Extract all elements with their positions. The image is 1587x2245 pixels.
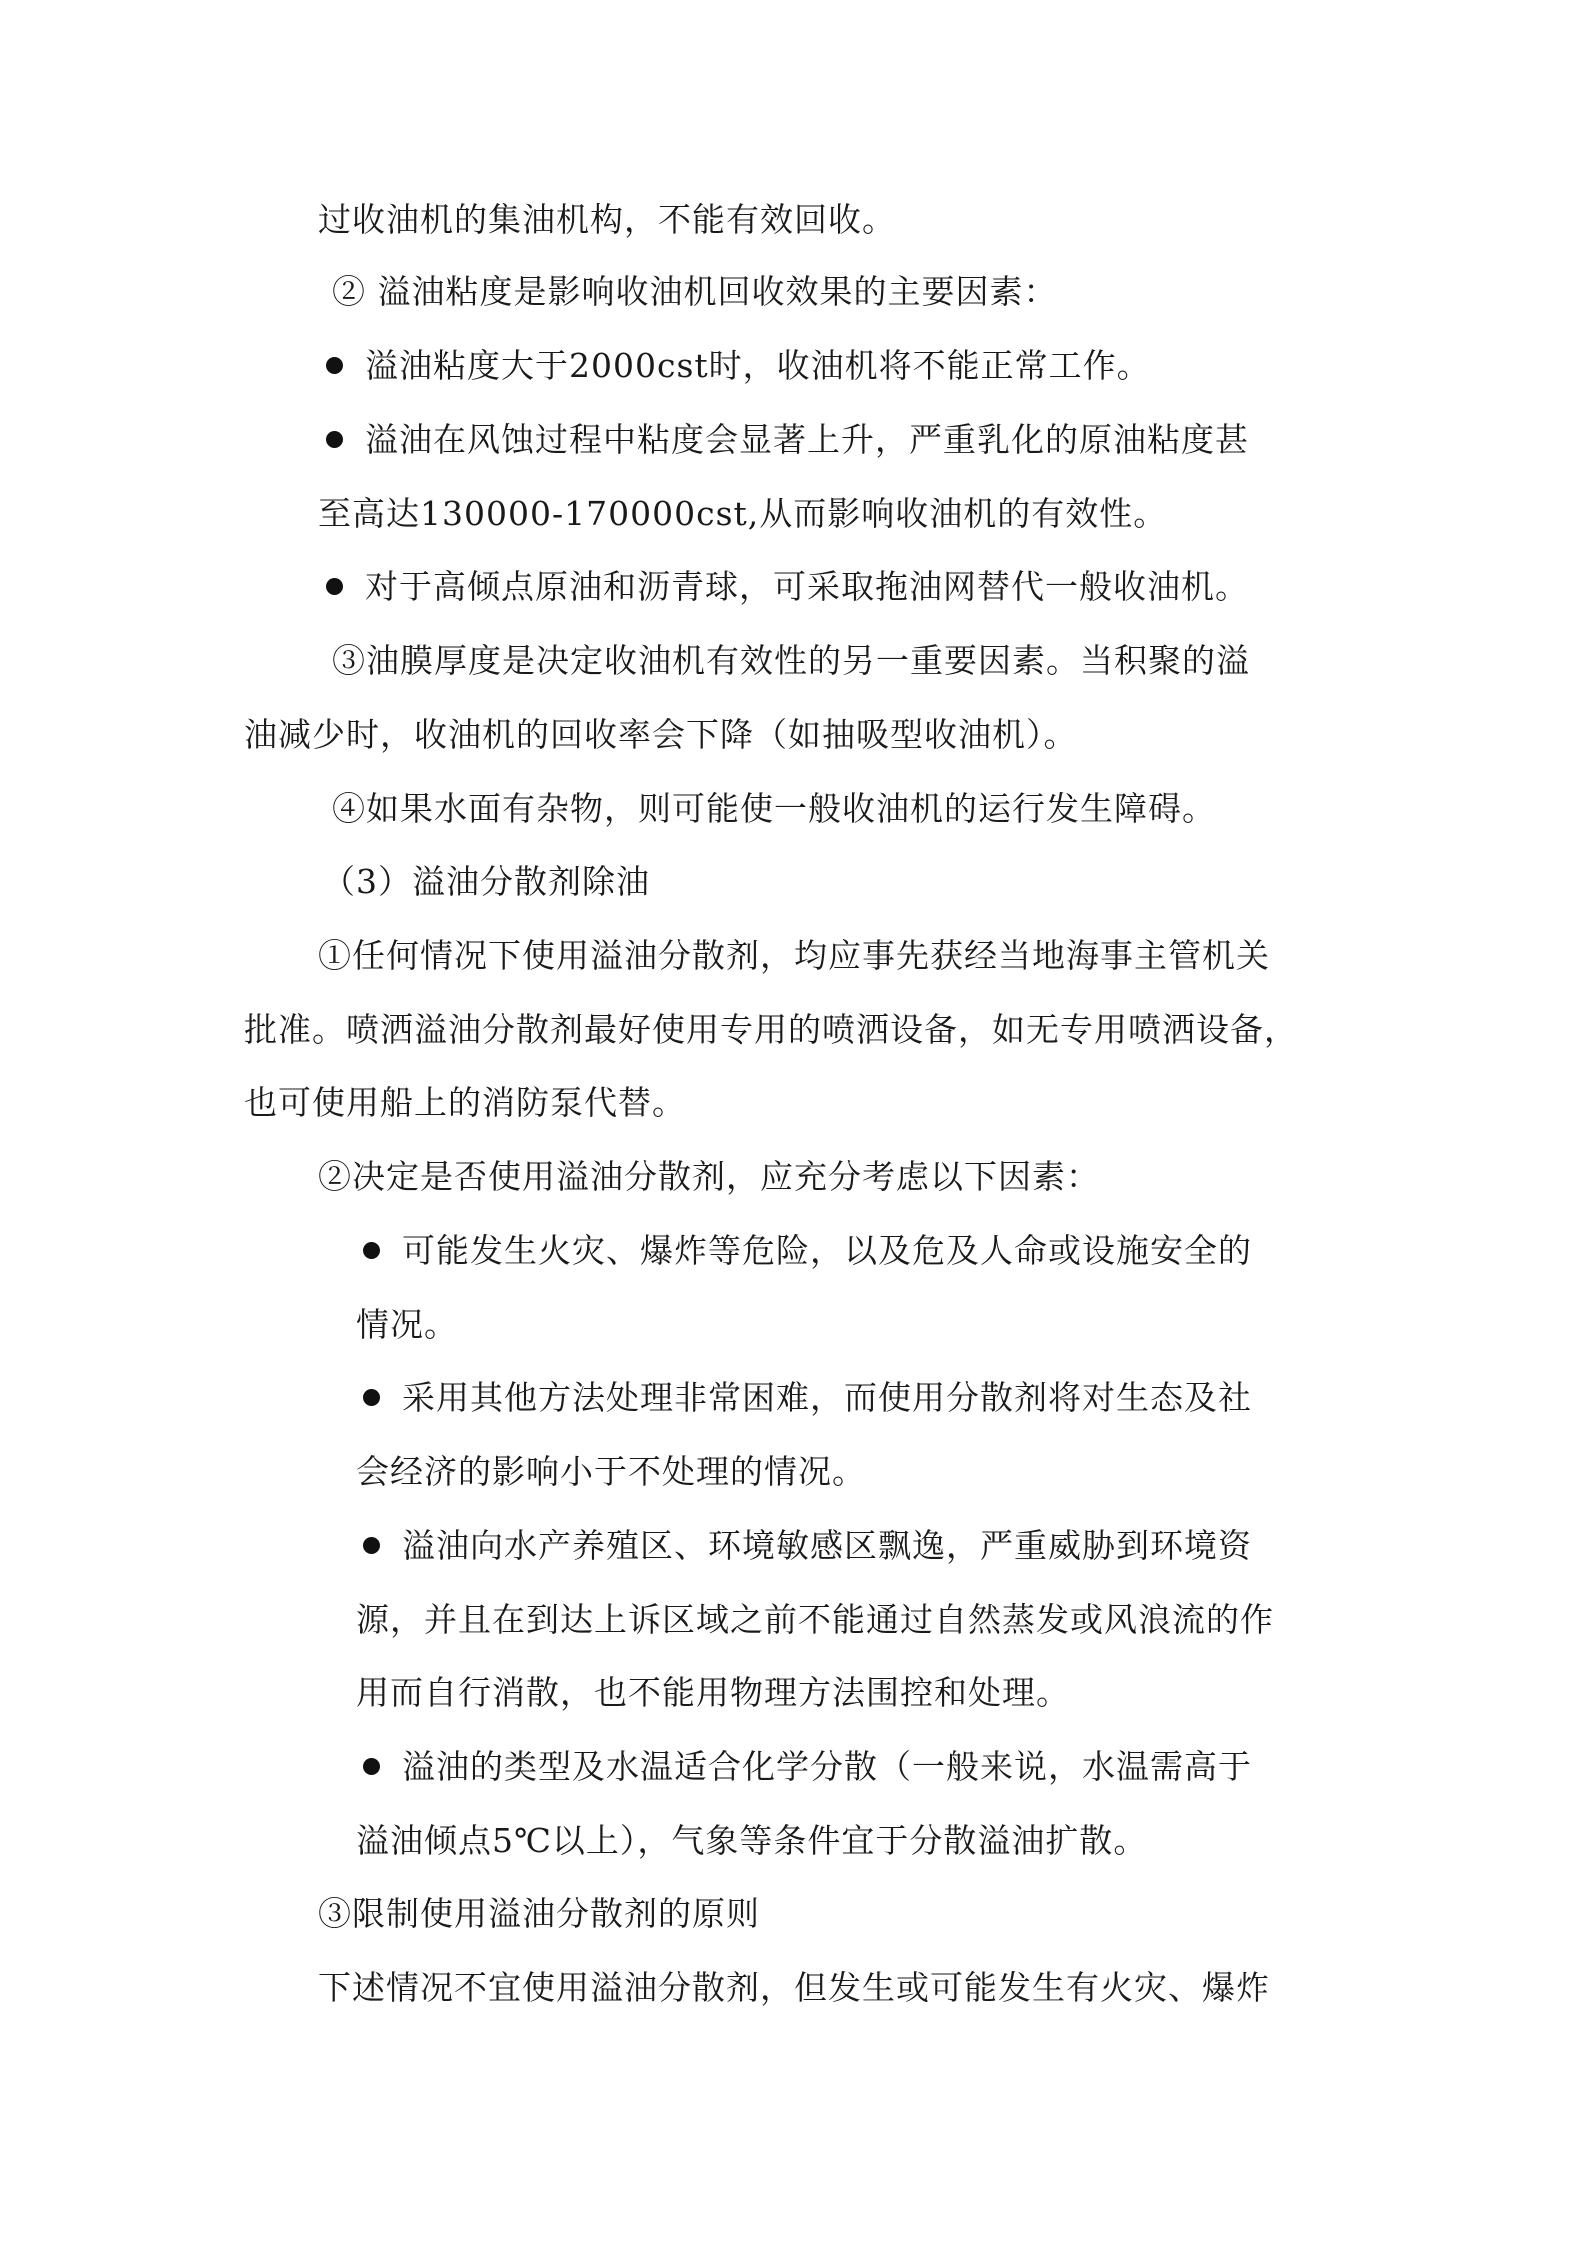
line-text: 也可使用船上的消防泵代替。 <box>244 1083 686 1122</box>
text-line <box>356 1452 866 1492</box>
line-text: 源，并且在到达上诉区域之前不能通过自然蒸发或风浪流的作 <box>356 1600 1274 1639</box>
line-text: 溢油向水产养殖区、环境敏感区飘逸，严重威胁到环境资 <box>402 1526 1252 1565</box>
text-line <box>332 789 1216 829</box>
text-line <box>356 1821 1147 1861</box>
bullet-icon <box>326 431 343 448</box>
line-text: 过收油机的集油机构，不能有效回收。 <box>318 200 896 239</box>
text-line <box>356 1673 1070 1713</box>
text-line <box>332 641 1250 681</box>
text-line <box>318 936 1270 976</box>
bullet-icon <box>363 1537 380 1554</box>
section-heading <box>322 862 650 902</box>
bullet-icon <box>363 1242 380 1259</box>
line-text: 情况。 <box>356 1305 458 1344</box>
line-text: 采用其他方法处理非常困难，而使用分散剂将对生态及社 <box>402 1378 1252 1417</box>
line-text: ③油膜厚度是决定收油机有效性的另一重要因素。当积聚的溢 <box>332 641 1250 680</box>
line-text: 溢油在风蚀过程中粘度会显著上升，严重乳化的原油粘度甚 <box>365 420 1249 459</box>
text-line <box>356 1600 1274 1640</box>
text-line <box>318 1157 1100 1197</box>
line-text: 批准。喷洒溢油分散剂最好使用专用的喷洒设备，如无专用喷洒设备， <box>244 1010 1298 1049</box>
bullet-line <box>363 1747 1252 1787</box>
text-line <box>244 1010 1298 1050</box>
line-text: ②决定是否使用溢油分散剂，应充分考虑以下因素： <box>318 1157 1100 1196</box>
line-text: 对于高倾点原油和沥青球，可采取拖油网替代一般收油机。 <box>365 567 1249 606</box>
bullet-icon <box>363 1389 380 1406</box>
bullet-line <box>363 1378 1252 1418</box>
line-text: 溢油倾点5℃以上），气象等条件宜于分散溢油扩散。 <box>356 1821 1148 1860</box>
text-line <box>318 1894 760 1934</box>
text-line <box>244 715 1078 755</box>
text-line <box>356 1305 458 1345</box>
bullet-line <box>363 1231 1252 1271</box>
line-text: 溢油粘度大于2000cst时，收油机将不能正常工作。 <box>365 346 1151 385</box>
bullet-icon <box>363 1758 380 1775</box>
bullet-icon <box>326 578 343 595</box>
line-text: 至高达130000-170000cst,从而影响收油机的有效性。 <box>318 494 1168 533</box>
line-text: 用而自行消散，也不能用物理方法围控和处理。 <box>356 1673 1070 1712</box>
bullet-line <box>326 346 1151 386</box>
text-line <box>244 1083 686 1123</box>
bullet-line <box>363 1526 1252 1566</box>
line-text: ①任何情况下使用溢油分散剂，均应事先获经当地海事主管机关 <box>318 936 1270 975</box>
line-text: ③限制使用溢油分散剂的原则 <box>318 1894 760 1933</box>
line-text: ② 溢油粘度是影响收油机回收效果的主要因素： <box>332 272 1058 311</box>
bullet-line <box>326 420 1249 460</box>
line-text: 油减少时，收油机的回收率会下降（如抽吸型收油机）。 <box>244 715 1078 754</box>
line-text: （3）溢油分散剂除油 <box>322 862 650 901</box>
text-line <box>318 200 896 240</box>
bullet-line <box>326 567 1249 607</box>
line-text: 下述情况不宜使用溢油分散剂，但发生或可能发生有火灾、爆炸 <box>318 1968 1270 2007</box>
line-text: ④如果水面有杂物，则可能使一般收油机的运行发生障碍。 <box>332 789 1216 828</box>
text-line <box>318 494 1167 534</box>
line-text: 会经济的影响小于不处理的情况。 <box>356 1452 866 1491</box>
text-line <box>332 272 1058 312</box>
line-text: 溢油的类型及水温适合化学分散（一般来说，水温需高于 <box>402 1747 1252 1786</box>
bullet-icon <box>326 357 343 374</box>
text-line <box>318 1968 1270 2008</box>
line-text: 可能发生火灾、爆炸等危险，以及危及人命或设施安全的 <box>402 1231 1252 1270</box>
